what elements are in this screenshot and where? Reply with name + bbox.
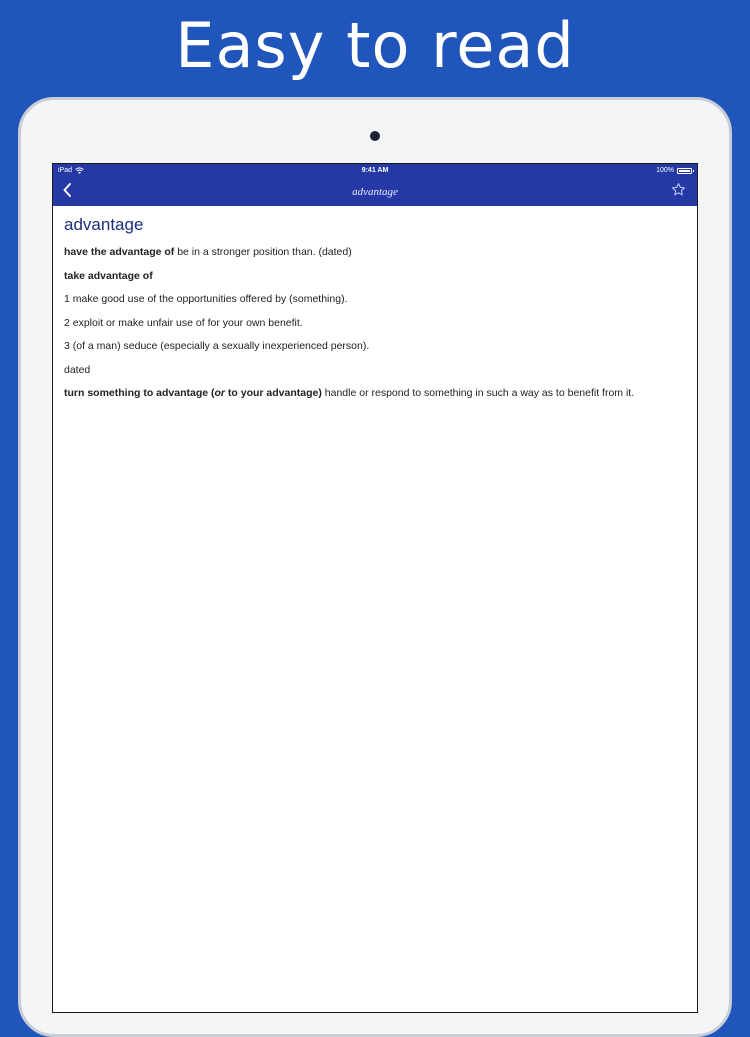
phrase-term-part1: turn something to advantage ( [64, 387, 215, 399]
phrase-definition: handle or respond to something in such a way as to benefit from it. [321, 387, 635, 399]
sense-2: 2 exploit or make unfair use of for your own benefit. [64, 316, 303, 329]
battery-icon [677, 168, 692, 174]
sense-1: 1 make good use of the opportunities offered by (something). [64, 293, 348, 305]
battery-percent: 100% [656, 167, 674, 174]
phrase-definition: be in a stronger position than. (dated) [174, 246, 352, 258]
promo-headline: Easy to read [175, 9, 575, 82]
device-label: iPad [58, 167, 73, 174]
phrase-take-advantage: take advantage of [64, 269, 153, 282]
phrase-turn-to-advantage [64, 386, 687, 400]
phrase-have-the-advantage [64, 245, 687, 259]
usage-label: dated [64, 363, 91, 376]
phrase-term: have the advantage of [64, 246, 175, 258]
phrase-term-or: or [214, 387, 226, 399]
definition-content [64, 215, 687, 410]
sense-3: 3 (of a man) seduce (especially a sexually inexperienced person). [64, 340, 370, 352]
star-outline-icon [671, 182, 686, 202]
phrase-term-part2: to your advantage) [225, 387, 322, 399]
device-screen [52, 163, 698, 1013]
front-camera [370, 131, 380, 141]
nav-title: advantage [352, 186, 398, 198]
headword: advantage [64, 215, 144, 234]
status-right [656, 167, 692, 174]
status-bar [53, 164, 697, 179]
status-time: 9:41 AM [361, 167, 389, 174]
navigation-bar [53, 179, 697, 206]
favorite-button[interactable] [669, 183, 687, 201]
